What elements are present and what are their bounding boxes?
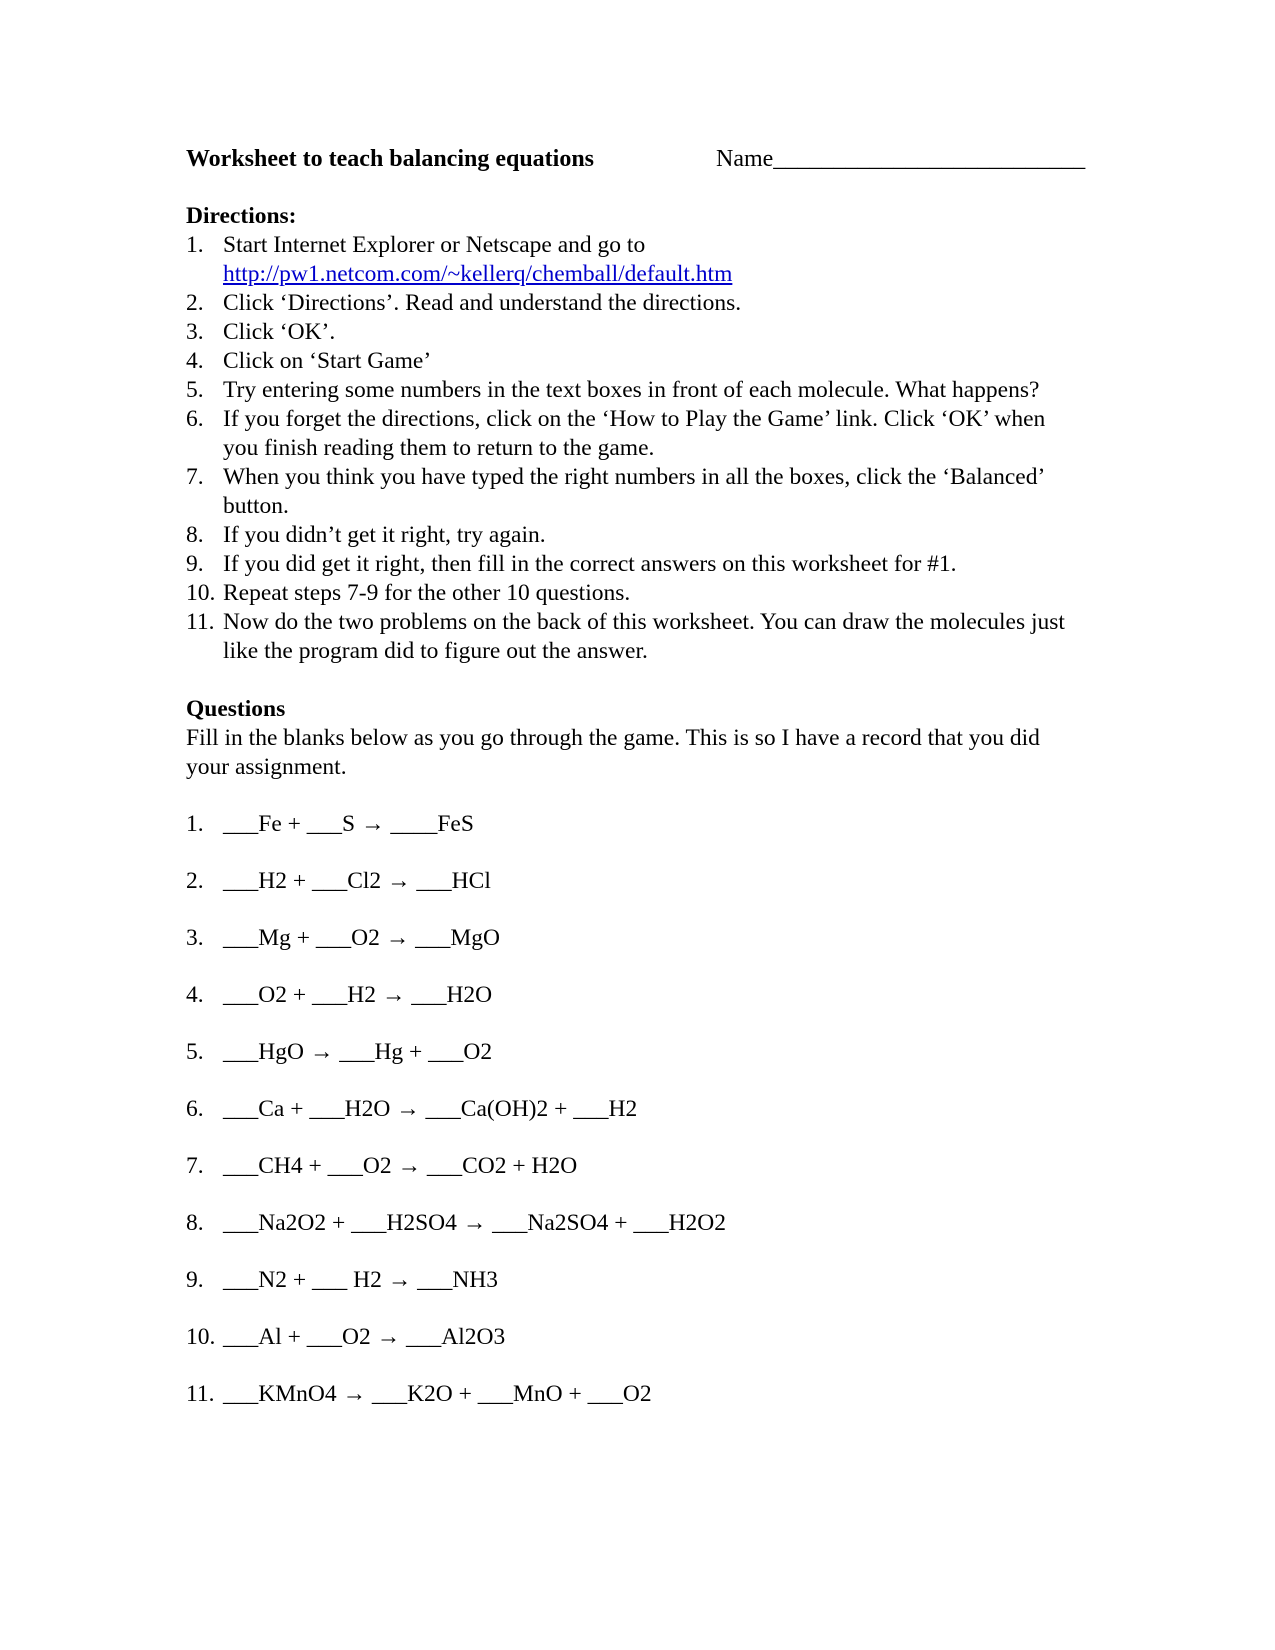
item-number: 1.: [186, 232, 204, 258]
equations-list: [186, 810, 1086, 1437]
worksheet-page: [186, 145, 1086, 1437]
equation-text: ___KMnO4 → ___K2O + ___MnO + ___O2: [223, 1381, 652, 1407]
equation-number: 8.: [186, 1210, 204, 1236]
item-text: Click ‘Directions’. Read and understand the directions.: [223, 290, 742, 316]
item-text: Repeat steps 7-9 for the other 10 questions.: [223, 580, 631, 606]
equation-number: 6.: [186, 1096, 204, 1122]
list-item: [186, 521, 1086, 550]
equation-text: ___Mg + ___O2 → ___MgO: [223, 925, 500, 951]
equation-row: [186, 1152, 1086, 1209]
equation-text: ___Fe + ___S → ____FeS: [223, 811, 474, 837]
equation-row: [186, 1209, 1086, 1266]
equation-number: 3.: [186, 925, 204, 951]
item-text: When you think you have typed the right numbers in all the boxes, click the ‘Balanced’ button.: [223, 464, 1044, 519]
equation-row: [186, 924, 1086, 981]
equation-row: [186, 1038, 1086, 1095]
equation-row: [186, 1323, 1086, 1380]
equation-text: ___HgO → ___Hg + ___O2: [223, 1039, 493, 1065]
equation-row: [186, 981, 1086, 1038]
equation-text: ___CH4 + ___O2 → ___CO2 + H2O: [223, 1153, 578, 1179]
item-text: Start Internet Explorer or Netscape and go to: [223, 232, 646, 258]
equation-number: 2.: [186, 868, 204, 894]
equation-number: 4.: [186, 982, 204, 1008]
equation-text: ___N2 + ___ H2 → ___NH3: [223, 1267, 499, 1293]
equation-row: [186, 867, 1086, 924]
equation-text: ___Al + ___O2 → ___Al2O3: [223, 1324, 506, 1350]
item-number: 5.: [186, 377, 204, 403]
item-number: 10.: [186, 580, 216, 606]
equation-number: 10.: [186, 1324, 216, 1350]
equation-number: 9.: [186, 1267, 204, 1293]
directions-heading: Directions:: [186, 203, 297, 229]
questions-intro: Fill in the blanks below as you go through the game. This is so I have a record that you did your assignment.: [186, 725, 1040, 780]
item-text: Click ‘OK’.: [223, 319, 336, 345]
item-number: 3.: [186, 319, 204, 345]
game-url-link[interactable]: http://pw1.netcom.com/~kellerq/chemball/default.htm: [223, 261, 733, 287]
name-field-label: Name__________________________: [716, 146, 1086, 172]
equation-number: 7.: [186, 1153, 204, 1179]
list-item: [186, 550, 1086, 579]
questions-heading: Questions: [186, 696, 286, 722]
equation-row: [186, 1266, 1086, 1323]
item-number: 8.: [186, 522, 204, 548]
list-item: [186, 376, 1086, 405]
equation-number: 5.: [186, 1039, 204, 1065]
list-item: [186, 608, 1086, 666]
item-text: Click on ‘Start Game’: [223, 348, 432, 374]
item-text: Now do the two problems on the back of this worksheet. You can draw the molecules just like the program did to figure out the answer.: [223, 609, 1065, 664]
list-item: [186, 405, 1086, 463]
list-item: [186, 347, 1086, 376]
item-number: 4.: [186, 348, 204, 374]
list-item: [186, 463, 1086, 521]
page-title: Worksheet to teach balancing equations: [186, 146, 595, 172]
item-text: If you forget the directions, click on the ‘How to Play the Game’ link. Click ‘OK’ when you finish reading them to return to the game.: [223, 406, 1046, 461]
equation-row: [186, 1380, 1086, 1437]
equation-text: ___Na2O2 + ___H2SO4 → ___Na2SO4 + ___H2O2: [223, 1210, 727, 1236]
item-text: If you did get it right, then fill in the correct answers on this worksheet for #1.: [223, 551, 957, 577]
equation-row: [186, 1095, 1086, 1152]
equation-text: ___O2 + ___H2 → ___H2O: [223, 982, 493, 1008]
item-number: 2.: [186, 290, 204, 316]
header: [186, 145, 1086, 175]
list-item: [186, 289, 1086, 318]
item-number: 6.: [186, 406, 204, 432]
equation-number: 1.: [186, 811, 204, 837]
item-text: Try entering some numbers in the text boxes in front of each molecule. What happens?: [223, 377, 1040, 403]
list-item: [186, 579, 1086, 608]
list-item: [186, 231, 1086, 289]
item-number: 11.: [186, 609, 215, 635]
equation-row: [186, 810, 1086, 867]
equation-text: ___H2 + ___Cl2 → ___HCl: [223, 868, 491, 894]
item-text: If you didn’t get it right, try again.: [223, 522, 546, 548]
equation-number: 11.: [186, 1381, 215, 1407]
item-number: 7.: [186, 464, 204, 490]
list-item: [186, 318, 1086, 347]
directions-list: [186, 231, 1086, 666]
item-number: 9.: [186, 551, 204, 577]
equation-text: ___Ca + ___H2O → ___Ca(OH)2 + ___H2: [223, 1096, 638, 1122]
